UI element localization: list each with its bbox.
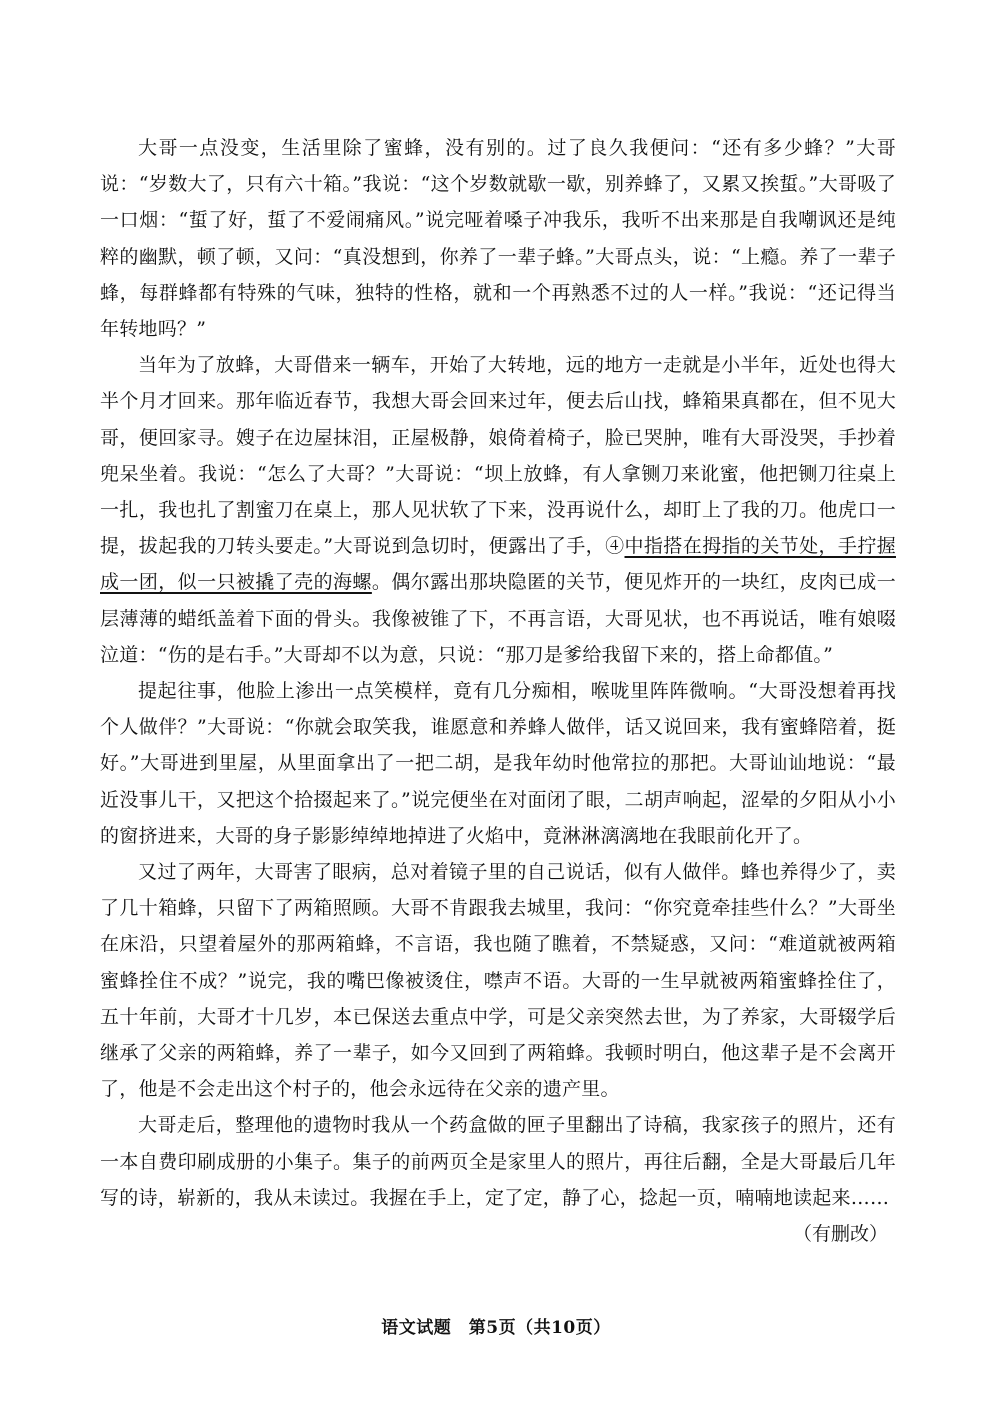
paragraph-2 [100, 347, 896, 673]
paragraph-5: 大哥走后，整理他的遗物时我从一个药盒做的匣子里翻出了诗稿，我家孩子的照片，还有一本自费印刷成册的小集子。集子的前两页全是家里人的照片，再往后翻，全是大哥最后几年写的诗，崭新的，我从未读过。我握在手上，定了定，静了心，捻起一页，喃喃地读起来…… [100, 1114, 896, 1209]
paragraph-1: 大哥一点没变，生活里除了蜜蜂，没有别的。过了良久我便问：“还有多少蜂？”大哥说：“岁数大了，只有六十箱。”我说：“这个岁数就歇一歇，别养蜂了，又累又挨蜇。”大哥吸了一口烟：“蜇了好，蜇了不爱闹痛风。”说完哑着嗓子冲我乐，我听不出来那是自我嘲讽还是纯粹的幽默，顿了顿，又问：“真没想到，你养了一辈子蜂。”大哥点头，说：“上瘾。养了一辈子蜂，每群蜂都有特殊的气味，独特的性格，就和一个再熟悉不过的人一样。”我说：“还记得当年转地吗？” [100, 137, 896, 341]
edit-note: （有删改） [792, 1223, 888, 1246]
paragraph-4: 又过了两年，大哥害了眼病，总对着镜子里的自己说话，似有人做伴。蜂也养得少了，卖了几十箱蜂，只留下了两箱照顾。大哥不肯跟我去城里，我问：“你究竟牵挂些什么？”大哥坐在床沿，只望着屋外的那两箱蜂，不言语，我也随了瞧着，不禁疑惑，又问：“难道就被两箱蜜蜂拴住不成？”说完，我的嘴巴像被烫住，噤声不语。大哥的一生早就被两箱蜜蜂拴住了，五十年前，大哥才十几岁，本已保送去重点中学，可是父亲突然去世，为了养家，大哥辍学后继承了父亲的两箱蜂，养了一辈子，如今又回到了两箱蜂。我顿时明白，他这辈子是不会离开了，他是不会走出这个村子的，他会永远待在父亲的遗产里。 [100, 861, 896, 1101]
question-marker: ④ [605, 535, 625, 558]
underlined-sentence: 中指搭在拇指的关节处，手拧握成一团，似一只被撬了壳的海螺 [100, 535, 896, 594]
paragraph-2-text: 当年为了放蜂，大哥借来一辆车，开始了大转地，远的地方一走就是小半年，近处也得大半个月才回来。那年临近春节，我想大哥会回来过年，便去后山找，蜂箱果真都在，但不见大哥，便回家寻。嫂子在边屋抹泪，正屋极静，娘倚着椅子，脸已哭肿，唯有大哥没哭，手抄着兜呆坐着。我说：“怎么了大哥？”大哥说：“坝上放蜂，有人拿铡刀来讹蜜，他把铡刀往桌上一扎，我也扎了割蜜刀在桌上，那人见状软了下来，没再说什么，却盯上了我的刀。他虎口一提，拔起我的刀转头要走。”大哥说到急切时，便露出了手， [100, 354, 896, 558]
article-body [100, 130, 896, 1252]
paragraph-3: 提起往事，他脸上渗出一点笑模样，竟有几分痴相，喉咙里阵阵微响。“大哥没想着再找个人做伴？”大哥说：“你就会取笑我，谁愿意和养蜂人做伴，话又说回来，我有蜜蜂陪着，挺好。”大哥进到里屋，从里面拿出了一把二胡，是我年幼时他常拉的那把。大哥讪讪地说：“最近没事儿干，又把这个拾掇起来了。”说完便坐在对面闭了眼，二胡声响起，涩晕的夕阳从小小的窗挤进来，大哥的身子影影绰绰地掉进了火焰中，竟淋淋漓漓地在我眼前化开了。 [100, 680, 896, 847]
paragraph-2-rest: 。偶尔露出那块隐匿的关节，便见炸开的一块红，皮肉已成一层薄薄的蜡纸盖着下面的骨头。我像被锥了下，不再言语，大哥见状，也不再说话，唯有娘啜泣道：“伤的是右手。”大哥却不以为意，只说：“那刀是爹给我留下来的，搭上命都值。” [100, 571, 896, 666]
page-footer: 语文试题 第5页（共10页） [381, 1318, 611, 1338]
